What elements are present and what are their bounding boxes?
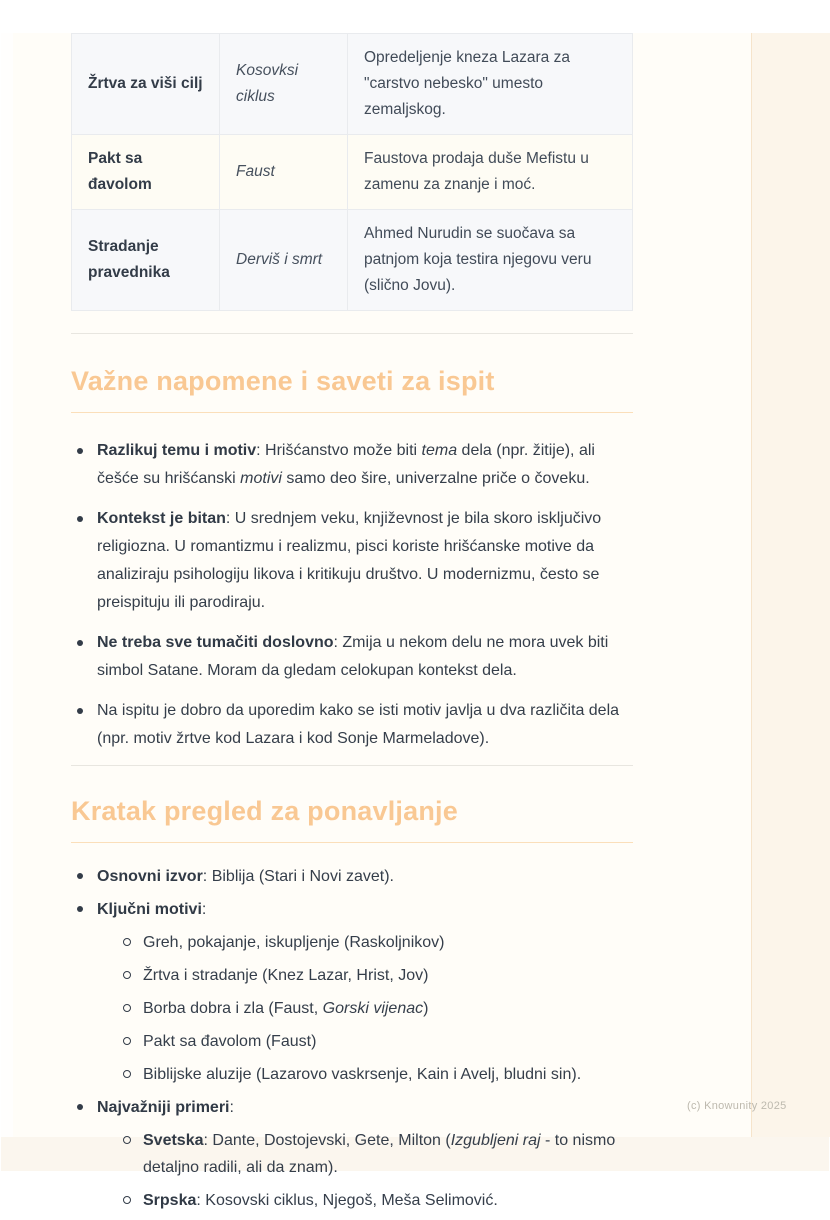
table-cell-desc: Faustova prodaja duše Mefistu u zamenu za znanje i moć. <box>348 135 633 210</box>
list-item <box>71 1094 633 1214</box>
table-cell-motif: Stradanje pravednika <box>72 210 220 311</box>
table-cell-work: Derviš i smrt <box>220 210 348 311</box>
table-row <box>72 135 633 210</box>
list-item <box>71 896 633 1088</box>
list-item: Kontekst je bitan: U srednjem veku, književnost je bila skoro isključivo religiozna. U romantizmu i realizmu, pisci koriste hrišćanske motive da analiziraju psihologiju likova i kritikuju društvo. U modernizmu, često se preispituju ili parodiraju. <box>71 505 633 617</box>
sub-list-item: Pakt sa đavolom (Faust) <box>97 1028 633 1055</box>
review-list <box>71 863 633 1214</box>
list-item: Osnovni izvor: Biblija (Stari i Novi zavet). <box>71 863 633 890</box>
sub-list-item: Svetska: Dante, Dostojevski, Gete, Milton (Izgubljeni raj - to nismo detaljno radili, ali da znam). <box>97 1127 633 1181</box>
sub-list-motivi <box>97 929 633 1088</box>
list-item-lead: Najvažniji primeri: <box>97 1099 234 1116</box>
table-cell-motif: Pakt sa đavolom <box>72 135 220 210</box>
sub-list-item: Žrtva i stradanje (Knez Lazar, Hrist, Jov) <box>97 962 633 989</box>
document-page <box>1 0 829 1209</box>
table-row <box>72 210 633 311</box>
sub-list-item: Biblijske aluzije (Lazarovo vaskrsenje, Kain i Avelj, bludni sin). <box>97 1061 633 1088</box>
table-cell-work: Kosovksi ciklus <box>220 34 348 135</box>
table-cell-work: Faust <box>220 135 348 210</box>
table-row <box>72 34 633 135</box>
section-divider <box>71 333 633 334</box>
notes-list <box>71 437 633 753</box>
list-item: Razlikuj temu i motiv: Hrišćanstvo može biti tema dela (npr. žitije), ali češće su hrišćanski motivi samo deo šire, univerzalne priče o čoveku. <box>71 437 633 493</box>
list-item: Na ispitu je dobro da uporedim kako se isti motiv javlja u dva različita dela (npr. motiv žrtve kod Lazara i kod Sonje Marmeladove). <box>71 697 633 753</box>
list-item-lead: Ključni motivi: <box>97 901 207 918</box>
page-edge-left <box>1 33 13 1137</box>
section-title-napomene: Važne napomene i saveti za ispit <box>71 366 633 413</box>
watermark: (c) Knowunity 2025 <box>687 1100 787 1112</box>
sub-list-item: Srpska: Kosovski ciklus, Njegoš, Meša Selimović. <box>97 1187 633 1214</box>
sub-list-item: Borba dobra i zla (Faust, Gorski vijenac) <box>97 995 633 1022</box>
sub-list-primeri <box>97 1127 633 1214</box>
table-cell-motif: Žrtva za viši cilj <box>72 34 220 135</box>
table-cell-desc: Ahmed Nurudin se suočava sa patnjom koja testira njegovu veru (slično Jovu). <box>348 210 633 311</box>
sub-list-item: Greh, pokajanje, iskupljenje (Raskoljnikov) <box>97 929 633 956</box>
document-content <box>71 0 633 1220</box>
list-item: Ne treba sve tumačiti doslovno: Zmija u nekom delu ne mora uvek biti simbol Satane. Moram da gledam celokupan kontekst dela. <box>71 629 633 685</box>
table-cell-desc: Opredeljenje kneza Lazara za "carstvo nebesko" umesto zemaljskog. <box>348 34 633 135</box>
section-title-pregled: Kratak pregled za ponavljanje <box>71 796 633 843</box>
page-edge-right-strip <box>751 33 830 1137</box>
section-divider <box>71 765 633 766</box>
motifs-table <box>71 33 633 311</box>
